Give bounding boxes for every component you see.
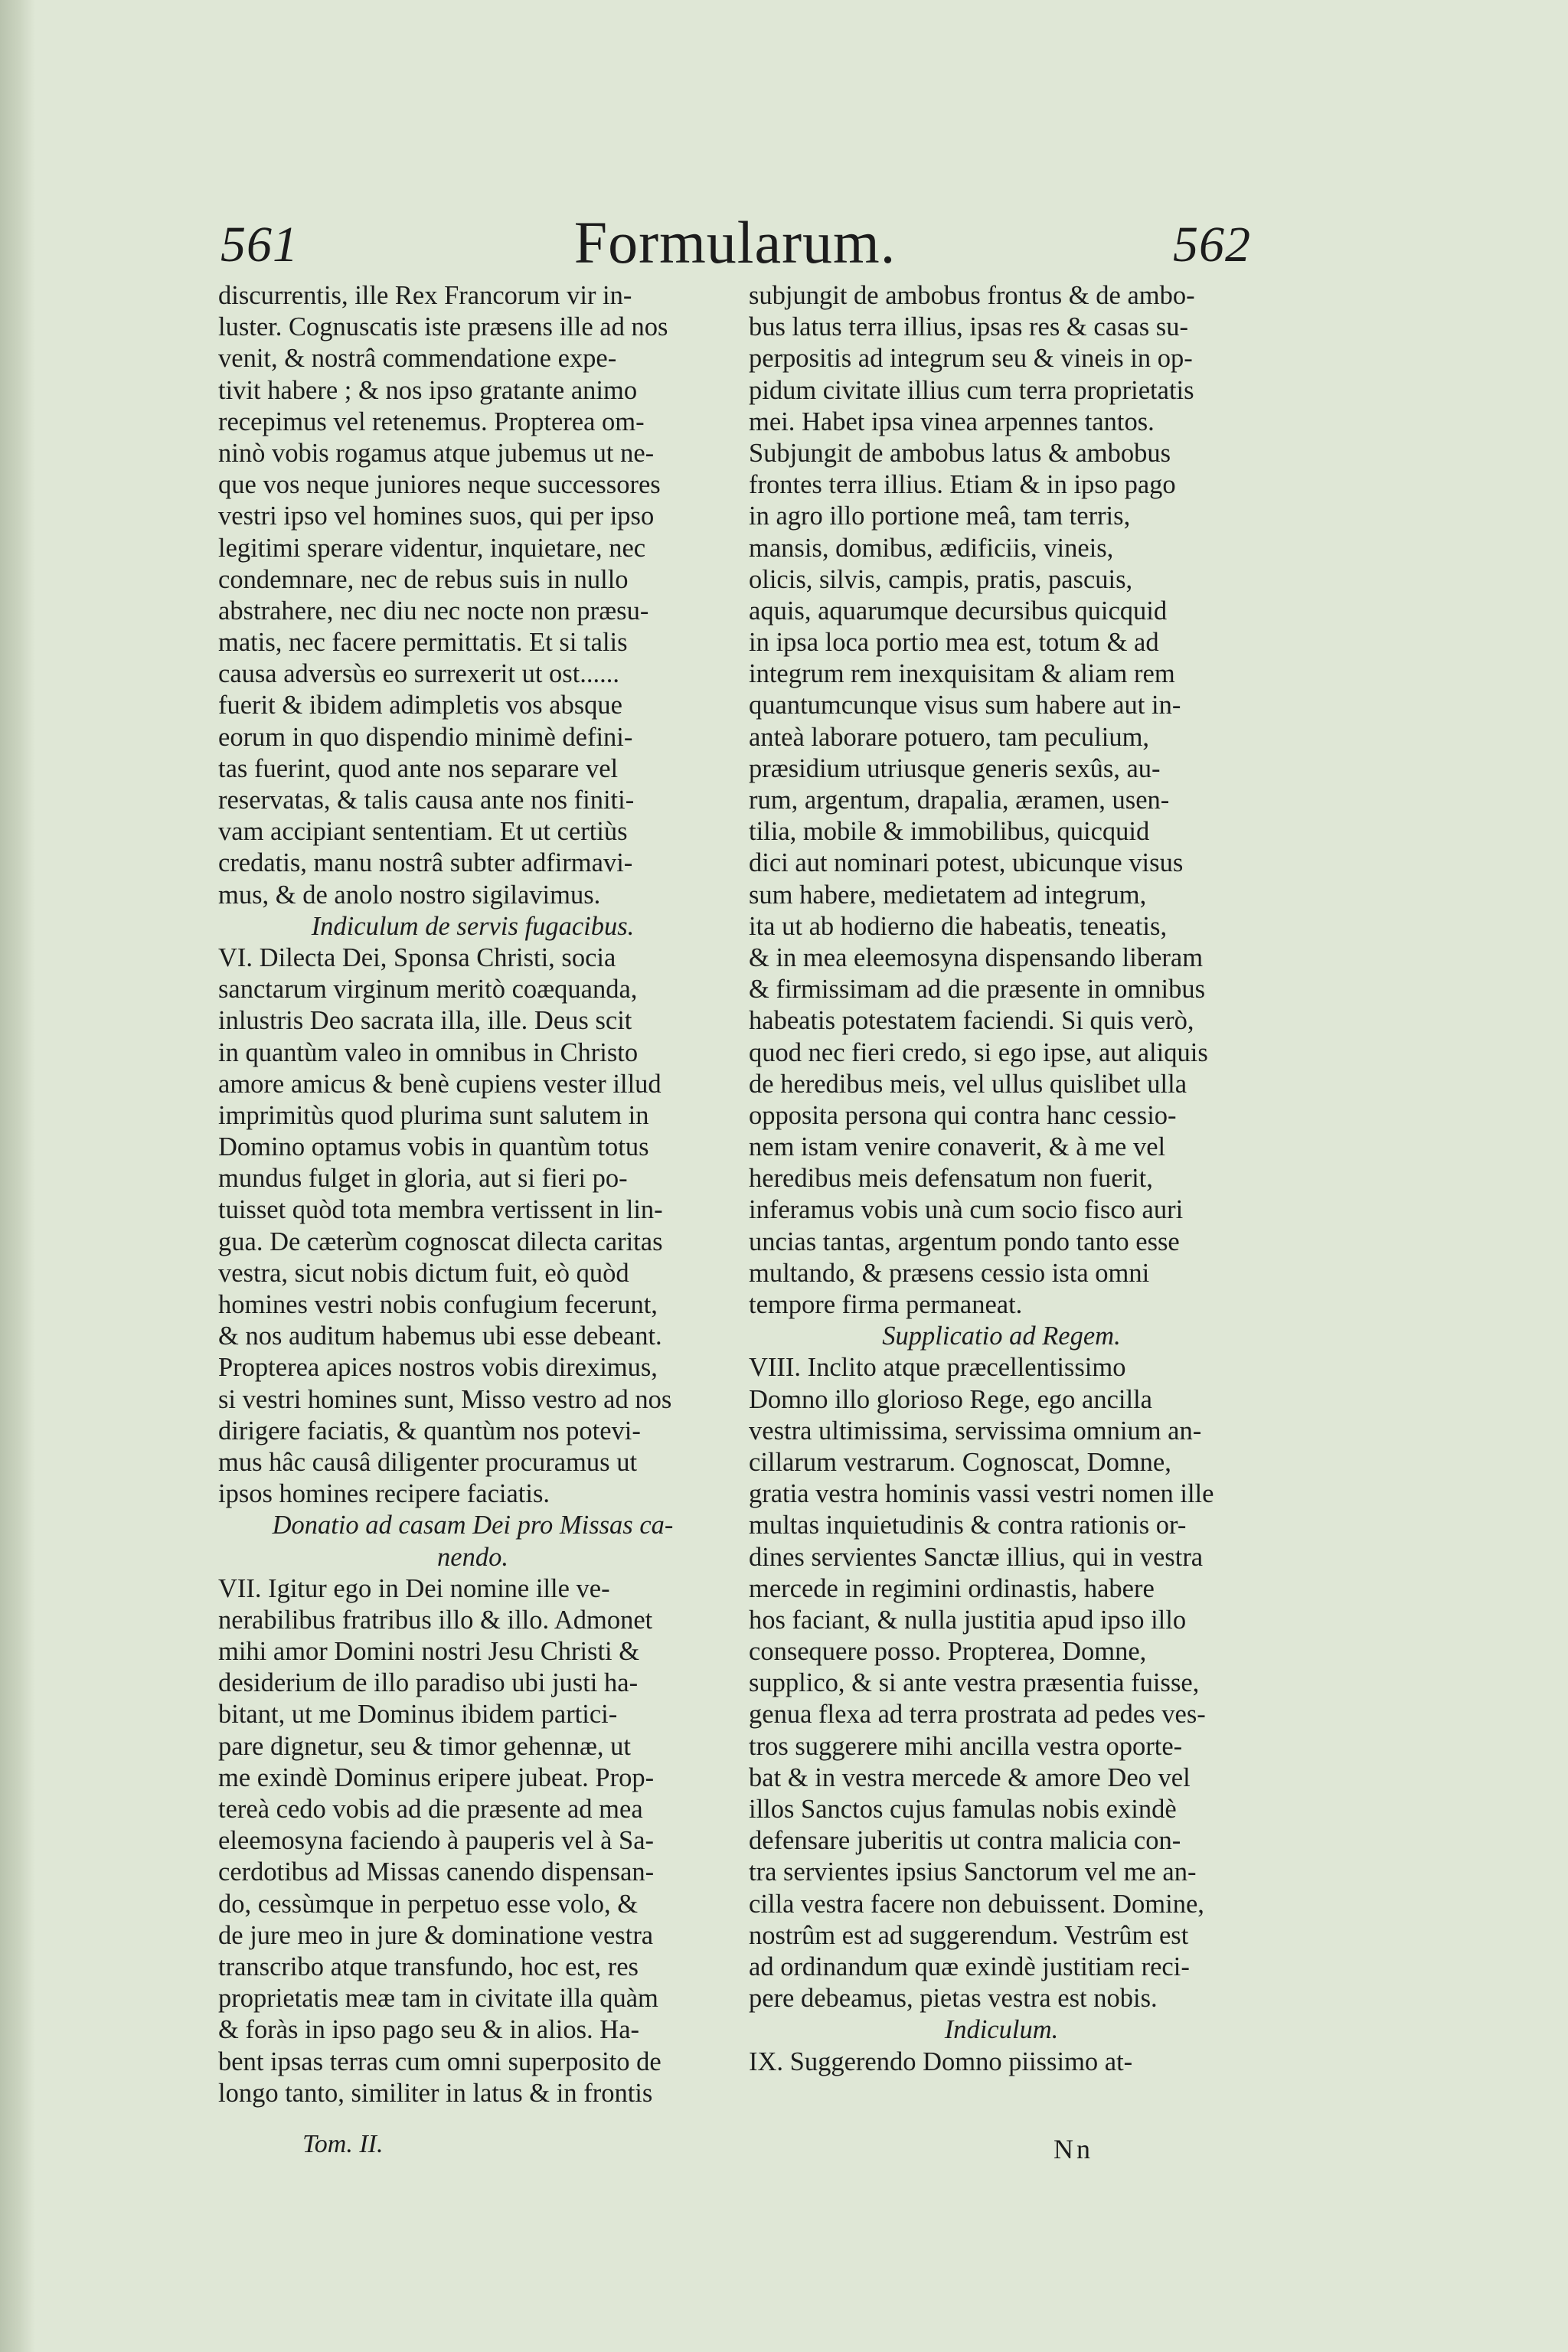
text-line: hos faciant, & nulla justitia apud ipso illo xyxy=(749,1605,1187,1635)
text-line: VI. Dilecta Dei, Sponsa Christi, socia xyxy=(218,942,616,972)
section-heading: Indiculum. xyxy=(944,2015,1059,2045)
text-line: olicis, silvis, campis, pratis, pascuis, xyxy=(749,564,1133,594)
text-line: amore amicus & benè cupiens vester illud xyxy=(218,1069,662,1099)
text-line: in agro illo portione meâ, tam terris, xyxy=(749,501,1131,531)
text-line: desiderium de illo paradiso ubi justi ha- xyxy=(218,1668,639,1698)
text-line: longo tanto, similiter in latus & in frontis xyxy=(218,2078,653,2108)
right-text-column xyxy=(749,280,1254,2078)
text-line: pere debeamus, pietas vestra est nobis. xyxy=(749,1984,1158,2014)
text-line: bus latus terra illius, ipsas res & casas su- xyxy=(749,312,1188,342)
text-line: Domino optamus vobis in quantùm totus xyxy=(218,1132,649,1162)
text-line: pidum civitate illius cum terra proprietatis xyxy=(749,375,1194,405)
text-line: & nos auditum habemus ubi esse debeant. xyxy=(218,1321,662,1351)
signature-mark: Tom. II. xyxy=(302,2130,384,2158)
text-line: nerabilibus fratribus illo & illo. Admonet xyxy=(218,1605,653,1635)
text-line: vestra ultimissima, servissima omnium an- xyxy=(749,1416,1202,1446)
text-line: subjungit de ambobus frontus & de ambo- xyxy=(749,281,1195,310)
text-line: homines vestri nobis confugium fecerunt, xyxy=(218,1290,658,1319)
text-line: integrum rem inexquisitam & aliam rem xyxy=(749,659,1175,689)
text-line: gratia vestra hominis vassi vestri nomen ille xyxy=(749,1479,1214,1509)
text-line: dirigere faciatis, & quantùm nos potevi- xyxy=(218,1416,641,1446)
text-line: venit, & nostrâ commendatione expe- xyxy=(218,344,617,374)
section-heading: Supplicatio ad Regem. xyxy=(882,1321,1121,1351)
catchword: Nn xyxy=(1054,2134,1093,2164)
text-line: ad ordinandum quæ exindè justitiam reci- xyxy=(749,1952,1190,1981)
text-line: nem istam venire conaverit, & à me vel xyxy=(749,1132,1166,1162)
text-line: mercede in regimini ordinastis, habere xyxy=(749,1573,1155,1603)
text-line: quantumcunque visus sum habere aut in- xyxy=(749,691,1181,720)
text-line: discurrentis, ille Rex Francorum vir in- xyxy=(218,281,632,310)
text-line: mansis, domibus, ædificiis, vineis, xyxy=(749,533,1114,563)
text-line: multando, & præsens cessio ista omni xyxy=(749,1258,1150,1288)
text-line: mus, & de anolo nostro sigilavimus. xyxy=(218,880,601,910)
text-line: de heredibus meis, vel ullus quislibet ulla xyxy=(749,1069,1187,1099)
text-line: tuisset quòd tota membra vertissent in lin- xyxy=(218,1195,663,1225)
text-line: cerdotibus ad Missas canendo dispensan- xyxy=(218,1857,655,1887)
section-heading: nendo. xyxy=(437,1542,508,1572)
text-line: & in mea eleemosyna dispensando liberam xyxy=(749,942,1204,972)
text-line: eorum in quo dispendio minimè defini- xyxy=(218,722,633,752)
text-line: VIII. Inclito atque præcellentissimo xyxy=(749,1353,1126,1383)
text-line: defensare juberitis ut contra malicia con- xyxy=(749,1826,1181,1856)
text-line: condemnare, nec de rebus suis in nullo xyxy=(218,564,629,594)
text-line: præsidium utriusque generis sexûs, au- xyxy=(749,753,1161,783)
text-line: mei. Habet ipsa vinea arpennes tantos. xyxy=(749,407,1155,436)
text-line: cilla vestra facere non debuissent. Domine, xyxy=(749,1889,1204,1919)
text-line: credatis, manu nostrâ subter adfirmavi- xyxy=(218,848,633,878)
text-line: nostrûm est ad suggerendum. Vestrûm est xyxy=(749,1920,1189,1950)
text-line: VII. Igitur ego in Dei nomine ille ve- xyxy=(218,1573,610,1603)
text-line: mihi amor Domini nostri Jesu Christi & xyxy=(218,1637,640,1667)
text-line: pare dignetur, seu & timor gehennæ, ut xyxy=(218,1731,631,1761)
text-line: in ipsa loca portio mea est, totum & ad xyxy=(749,628,1159,658)
text-line: multas inquietudinis & contra rationis or- xyxy=(749,1511,1187,1540)
text-line: illos Sanctos cujus famulas nobis exindè xyxy=(749,1795,1177,1824)
text-line: opposita persona qui contra hanc cessio- xyxy=(749,1100,1177,1130)
section-heading: Indiculum de servis fugacibus. xyxy=(311,911,635,941)
text-line: frontes terra illius. Etiam & in ipso pago xyxy=(749,470,1176,500)
binding-shadow xyxy=(0,0,35,2352)
text-line: supplico, & si ante vestra præsentia fuisse, xyxy=(749,1668,1200,1698)
text-line: sum habere, medietatem ad integrum, xyxy=(749,880,1147,910)
text-line: de jure meo in jure & dominatione vestra xyxy=(218,1920,654,1950)
text-line: abstrahere, nec diu nec nocte non præsu- xyxy=(218,596,649,626)
text-line: si vestri homines sunt, Misso vestro ad nos xyxy=(218,1384,672,1414)
text-line: tereà cedo vobis ad die præsente ad mea xyxy=(218,1795,643,1824)
right-page-number: 562 xyxy=(1173,217,1251,273)
text-line: me exindè Dominus eripere jubeat. Prop- xyxy=(218,1762,655,1792)
text-line: genua flexa ad terra prostrata ad pedes ves- xyxy=(749,1700,1206,1730)
text-line: tempore firma permaneat. xyxy=(749,1290,1023,1319)
text-line: proprietatis meæ tam in civitate illa quàm xyxy=(218,1984,658,2014)
text-line: heredibus meis defensatum non fuerit, xyxy=(749,1164,1153,1194)
text-line: anteà laborare potuero, tam peculium, xyxy=(749,722,1150,752)
text-line: transcribo atque transfundo, hoc est, res xyxy=(218,1952,639,1981)
text-line: ita ut ab hodierno die habeatis, teneatis, xyxy=(749,911,1168,941)
text-line: tra servientes ipsius Sanctorum vel me an- xyxy=(749,1857,1197,1887)
text-line: dines servientes Sanctæ illius, qui in vestra xyxy=(749,1542,1204,1572)
text-line: vestri ipso vel homines suos, qui per ipso xyxy=(218,501,655,531)
text-line: bent ipsas terras cum omni superposito de xyxy=(218,2047,662,2076)
text-line: ipsos homines recipere faciatis. xyxy=(218,1479,550,1509)
text-line: tivit habere ; & nos ipso gratante animo xyxy=(218,375,638,405)
section-heading: Donatio ad casam Dei pro Missas ca- xyxy=(272,1511,674,1540)
text-line: bat & in vestra mercede & amore Deo vel xyxy=(749,1762,1191,1792)
text-line: Subjungit de ambobus latus & ambobus xyxy=(749,438,1171,468)
text-line: imprimitùs quod plurima sunt salutem in xyxy=(218,1100,649,1130)
text-line: vam accipiant sententiam. Et ut certiùs xyxy=(218,817,628,847)
text-line: vestra, sicut nobis dictum fuit, eò quòd xyxy=(218,1258,629,1288)
text-line: fuerit & ibidem adimpletis vos absque xyxy=(218,691,622,720)
text-line: mundus fulget in gloria, aut si fieri po- xyxy=(218,1164,628,1194)
text-line: & foràs in ipso pago seu & in alios. Ha- xyxy=(218,2015,639,2045)
text-line: tros suggerere mihi ancilla vestra oporte- xyxy=(749,1731,1183,1761)
text-line: gua. De cæterùm cognoscat dilecta caritas xyxy=(218,1227,663,1256)
text-line: ninò vobis rogamus atque jubemus ut ne- xyxy=(218,438,655,468)
text-line: que vos neque juniores neque successores xyxy=(218,470,661,500)
running-header xyxy=(214,208,1256,285)
text-line: inferamus vobis unà cum socio fisco auri xyxy=(749,1195,1184,1225)
text-line: consequere posso. Propterea, Domne, xyxy=(749,1637,1147,1667)
text-line: IX. Suggerendo Domno piissimo at- xyxy=(749,2047,1133,2076)
text-line: in quantùm valeo in omnibus in Christo xyxy=(218,1037,639,1067)
left-text-column xyxy=(218,280,727,2109)
text-line: aquis, aquarumque decursibus quicquid xyxy=(749,596,1168,626)
text-line: recepimus vel retenemus. Propterea om- xyxy=(218,407,645,436)
text-line: habeatis potestatem faciendi. Si quis verò, xyxy=(749,1006,1194,1036)
text-line: sanctarum virginum meritò coæquanda, xyxy=(218,975,638,1004)
text-line: quod nec fieri credo, si ego ipse, aut aliquis xyxy=(749,1037,1208,1067)
text-line: Domno illo glorioso Rege, ego ancilla xyxy=(749,1384,1152,1414)
text-line: Propterea apices nostros vobis direximus, xyxy=(218,1353,658,1383)
text-line: uncias tantas, argentum pondo tanto esse xyxy=(749,1227,1180,1256)
text-line: mus hâc causâ diligenter procuramus ut xyxy=(218,1447,638,1477)
text-line: matis, nec facere permittatis. Et si talis xyxy=(218,628,628,658)
text-line: reservatas, & talis causa ante nos finiti- xyxy=(218,786,635,815)
text-line: perpositis ad integrum seu & vineis in op- xyxy=(749,344,1193,374)
text-line: inlustris Deo sacrata illa, ille. Deus scit xyxy=(218,1006,632,1036)
left-page-number: 561 xyxy=(220,217,299,273)
text-line: luster. Cognuscatis iste præsens ille ad nos xyxy=(218,312,668,342)
text-line: tas fuerint, quod ante nos separare vel xyxy=(218,753,619,783)
text-line: do, cessùmque in perpetuo esse volo, & xyxy=(218,1889,639,1919)
text-line: legitimi sperare videntur, inquietare, nec xyxy=(218,533,646,563)
text-line: causa adversùs eo surrexerit ut ost...... xyxy=(218,659,620,689)
text-line: dici aut nominari potest, ubicunque visus xyxy=(749,848,1184,878)
text-line: bitant, ut me Dominus ibidem partici- xyxy=(218,1700,618,1730)
page-title: Formularum. xyxy=(573,209,897,276)
text-line: rum, argentum, drapalia, æramen, usen- xyxy=(749,786,1170,815)
text-line: tilia, mobile & immobilibus, quicquid xyxy=(749,817,1150,847)
text-line: cillarum vestrarum. Cognoscat, Domne, xyxy=(749,1447,1171,1477)
text-line: eleemosyna faciendo à pauperis vel à Sa- xyxy=(218,1826,654,1856)
text-line: & firmissimam ad die præsente in omnibus xyxy=(749,975,1206,1004)
